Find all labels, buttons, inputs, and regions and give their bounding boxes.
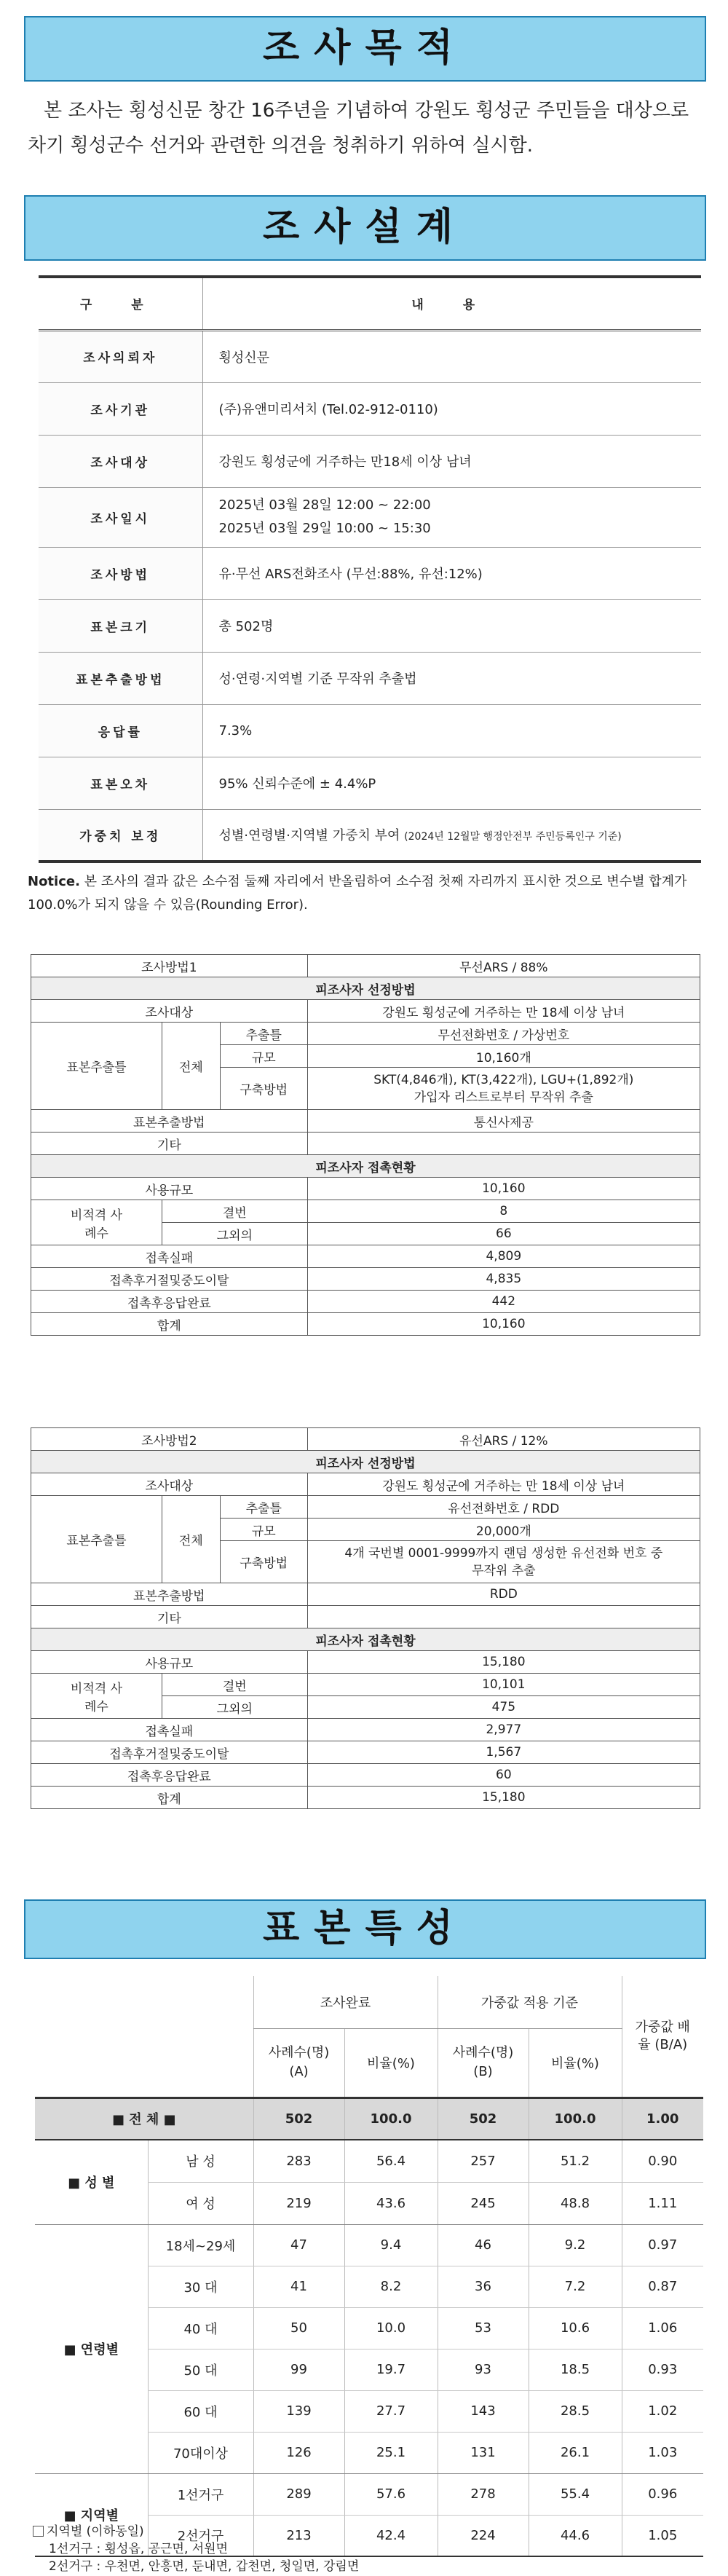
weight-text: 성별·연령별·지역별 가중치 부여 [218,828,400,844]
method2-table [31,1427,700,1809]
design-value: 성·연령·지역별 기준 무작위 추출법 [202,652,701,704]
design-table [39,275,701,863]
row-label: 18세~29세 [148,2224,253,2266]
purpose-title-banner [24,16,706,82]
design-header-key: 구 분 [39,277,202,330]
footnote-line1: 지역별 (이하동일) [47,2524,144,2539]
cell-pb: 9.2 [529,2224,622,2266]
cell-b: 143 [438,2390,529,2432]
row-label: 표본추출틀 [31,1023,162,1110]
group-label: ■ 연령별 [35,2224,148,2473]
row-label: 규모 [220,1519,307,1541]
total-pb: 100.0 [529,2098,622,2140]
cell-pb: 10.6 [529,2307,622,2349]
schedule-day1: 2025년 03월 28일 12:00 ~ 22:00 [218,497,431,513]
design-key: 응답률 [39,704,202,757]
cell-r: 1.06 [622,2307,703,2349]
cell-r: 1.03 [622,2432,703,2473]
row-label: 접촉실패 [31,1245,308,1268]
notice [28,870,701,917]
cell-a: 41 [253,2266,344,2307]
cell-pb: 51.2 [529,2140,622,2182]
sample-title: 표본특성 [263,1907,467,1950]
design-key: 표본크기 [39,599,202,652]
row-value: 8 [307,1200,700,1223]
cell-a: 289 [253,2473,344,2515]
cell-pa: 27.7 [344,2390,438,2432]
cell-r: 0.93 [622,2349,703,2390]
header-count-a: 사례수(명) (A) [253,2028,344,2098]
group-label: ■ 지역별 [35,2473,148,2556]
row-label: 결번 [162,1200,307,1223]
cell-r: 0.96 [622,2473,703,2515]
design-title-banner [24,195,706,261]
purpose-title: 조사목적 [263,26,467,70]
row-label: 표본추출방법 [31,1110,308,1133]
cell-b: 53 [438,2307,529,2349]
row-label: 접촉후거절및중도이탈 [31,1741,308,1764]
cell-pb: 18.5 [529,2349,622,2390]
row-value: RDD [307,1583,700,1606]
design-value [202,809,701,862]
cell-r: 1.05 [622,2515,703,2556]
cell-b: 224 [438,2515,529,2556]
cell-b: 131 [438,2432,529,2473]
design-key: 조사기관 [39,382,202,435]
row-label: 여 성 [148,2182,253,2224]
cell-pb: 28.5 [529,2390,622,2432]
design-value: 7.3% [202,704,701,757]
design-key: 조사의뢰자 [39,330,202,382]
cell-r: 0.87 [622,2266,703,2307]
row-value: 통신사제공 [307,1110,700,1133]
notice-label: Notice. [28,874,80,889]
footnote-line3: 2선거구 : 우천면, 안흥면, 둔내면, 갑천면, 청일면, 강림면 [49,2559,360,2574]
cell-pa: 56.4 [344,2140,438,2182]
row-label: 조사대상 [31,1473,308,1496]
design-title: 조사설계 [263,205,467,249]
cell-a: 47 [253,2224,344,2266]
row-value: 60 [307,1764,700,1787]
footnote-line2: 1선거구 : 횡성읍, 공근면, 서원면 [49,2542,229,2556]
footnote [33,2523,359,2575]
row-label: 접촉후응답완료 [31,1764,308,1787]
design-value: 강원도 횡성군에 거주하는 만18세 이상 남녀 [202,435,701,487]
cell-a: 99 [253,2349,344,2390]
row-label: 접촉실패 [31,1719,308,1741]
method-value: 유선ARS / 12% [307,1428,700,1451]
header-pct-b: 비율(%) [529,2028,622,2098]
design-key: 가중치 보정 [39,809,202,862]
row-value: 4,809 [307,1245,700,1268]
comp-line1: SKT(4,846개), KT(3,422개), LGU+(1,892개) [373,1072,634,1087]
row-value: 4,835 [307,1268,700,1291]
row-label: 70대이상 [148,2432,253,2473]
row-label: 비적격 사례수 [31,1200,162,1245]
row-value: 강원도 횡성군에 거주하는 만 18세 이상 남녀 [307,1473,700,1496]
cell-a: 139 [253,2390,344,2432]
row-value: 475 [307,1696,700,1719]
cell-pb: 55.4 [529,2473,622,2515]
row-value: 15,180 [307,1787,700,1809]
row-value: 15,180 [307,1651,700,1674]
row-label: 결번 [162,1674,307,1696]
row-value: 10,160 [307,1178,700,1200]
sample-table [35,1976,703,2557]
design-value: 횡성신문 [202,330,701,382]
total-label: ■ 전 체 ■ [35,2098,253,2140]
design-value: 유·무선 ARS전화조사 (무선:88%, 유선:12%) [202,547,701,599]
total-ratio: 1.00 [622,2098,703,2140]
design-value: 총 502명 [202,599,701,652]
row-value: 1,567 [307,1741,700,1764]
design-value: (주)유앤미리서치 (Tel.02-912-0110) [202,382,701,435]
row-value [307,1606,700,1628]
row-label: 2선거구 [148,2515,253,2556]
row-value [307,1541,700,1583]
row-label: 전체 [162,1023,220,1110]
total-a: 502 [253,2098,344,2140]
row-label: 1선거구 [148,2473,253,2515]
cell-r: 1.11 [622,2182,703,2224]
header-count-b: 사례수(명) (B) [438,2028,529,2098]
header-done: 조사완료 [253,1976,438,2028]
schedule-day2: 2025년 03월 29일 10:00 ~ 15:30 [218,521,431,536]
cell-r: 0.97 [622,2224,703,2266]
row-label: 규모 [220,1045,307,1068]
row-value: 442 [307,1291,700,1313]
cell-b: 257 [438,2140,529,2182]
row-label: 접촉후거절및중도이탈 [31,1268,308,1291]
design-header-value: 내 용 [202,277,701,330]
row-label: 조사대상 [31,1000,308,1023]
group-label: ■ 성 별 [35,2140,148,2224]
cell-pb: 48.8 [529,2182,622,2224]
section-title: 피조사자 선정방법 [31,977,700,1000]
row-label: 60 대 [148,2390,253,2432]
row-label: 추출틀 [220,1496,307,1519]
cell-b: 93 [438,2349,529,2390]
row-label: 기타 [31,1606,308,1628]
row-label: 표본추출틀 [31,1496,162,1583]
design-key: 표본추출방법 [39,652,202,704]
header-weight: 가중값 적용 기준 [438,1976,622,2028]
total-b: 502 [438,2098,529,2140]
row-label: 구축방법 [220,1068,307,1110]
row-label: 그외의 [162,1223,307,1245]
cell-pa: 19.7 [344,2349,438,2390]
cell-b: 36 [438,2266,529,2307]
cell-a: 283 [253,2140,344,2182]
cell-r: 0.90 [622,2140,703,2182]
design-key: 표본오차 [39,757,202,809]
row-value: 66 [307,1223,700,1245]
total-pa: 100.0 [344,2098,438,2140]
cell-b: 46 [438,2224,529,2266]
row-value: 2,977 [307,1719,700,1741]
cell-pa: 9.4 [344,2224,438,2266]
design-key: 조사대상 [39,435,202,487]
cell-pa: 43.6 [344,2182,438,2224]
row-label: 50 대 [148,2349,253,2390]
checkbox-icon [33,2526,44,2537]
row-value: 10,101 [307,1674,700,1696]
row-value: 10,160개 [307,1045,700,1068]
row-label: 40 대 [148,2307,253,2349]
comp-line2: 가입자 리스트로부터 무작위 추출 [414,1090,593,1105]
row-label: 구축방법 [220,1541,307,1583]
section-title: 피조사자 선정방법 [31,1451,700,1473]
comp-line1: 4개 국번별 0001-9999까지 랜덤 생성한 유선전화 번호 중 [344,1545,663,1561]
notice-text: 본 조사의 결과 값은 소수점 둘째 자리에서 반올림하여 소수점 첫째 자리까지 표시한 것으로 변수별 합계가 100.0%가 되지 않을 수 있음(Rounding Error). [28,874,687,913]
cell-a: 213 [253,2515,344,2556]
cell-pb: 26.1 [529,2432,622,2473]
row-label: 합계 [31,1787,308,1809]
section-title: 피조사자 접촉현황 [31,1628,700,1651]
cell-pb: 44.6 [529,2515,622,2556]
row-value: 유선전화번호 / RDD [307,1496,700,1519]
row-value [307,1133,700,1155]
row-value: 무선전화번호 / 가상번호 [307,1023,700,1045]
row-label: 남 성 [148,2140,253,2182]
section-title: 피조사자 접촉현황 [31,1155,700,1178]
design-value: 95% 신뢰수준에 ± 4.4%P [202,757,701,809]
row-label: 추출틀 [220,1023,307,1045]
design-key: 조사방법 [39,547,202,599]
row-value: 20,000개 [307,1519,700,1541]
row-label: 접촉후응답완료 [31,1291,308,1313]
cell-pa: 8.2 [344,2266,438,2307]
header-ratio: 가중값 배율 (B/A) [622,1976,703,2098]
cell-pa: 10.0 [344,2307,438,2349]
purpose-text: 본 조사는 횡성신문 창간 16주년을 기념하여 강원도 횡성군 주민들을 대상으로 차기 횡성군수 선거와 관련한 의견을 청취하기 위하여 실시함. [28,100,689,157]
row-label: 그외의 [162,1696,307,1719]
row-label: 합계 [31,1313,308,1336]
cell-r: 1.02 [622,2390,703,2432]
sample-title-banner [24,1899,706,1959]
header-pct-a: 비율(%) [344,2028,438,2098]
cell-a: 50 [253,2307,344,2349]
row-label: 사용규모 [31,1178,308,1200]
row-label: 비적격 사례수 [31,1674,162,1719]
row-label: 사용규모 [31,1651,308,1674]
cell-a: 126 [253,2432,344,2473]
cell-b: 245 [438,2182,529,2224]
row-value [307,1068,700,1110]
row-label: 30 대 [148,2266,253,2307]
cell-b: 278 [438,2473,529,2515]
design-value [202,487,701,547]
cell-pb: 7.2 [529,2266,622,2307]
row-label: 전체 [162,1496,220,1583]
cell-pa: 25.1 [344,2432,438,2473]
weight-note: (2024년 12월말 행정안전부 주민등록인구 기준) [404,831,622,843]
method-label: 조사방법1 [31,955,308,977]
row-value: 10,160 [307,1313,700,1336]
design-key: 조사일시 [39,487,202,547]
row-label: 기타 [31,1133,308,1155]
cell-a: 219 [253,2182,344,2224]
row-label: 표본추출방법 [31,1583,308,1606]
method-value: 무선ARS / 88% [307,955,700,977]
cell-pa: 57.6 [344,2473,438,2515]
row-value: 강원도 횡성군에 거주하는 만 18세 이상 남녀 [307,1000,700,1023]
method1-table [31,954,700,1336]
method-label: 조사방법2 [31,1428,308,1451]
comp-line2: 무작위 추출 [472,1563,536,1578]
cell-pa: 42.4 [344,2515,438,2556]
